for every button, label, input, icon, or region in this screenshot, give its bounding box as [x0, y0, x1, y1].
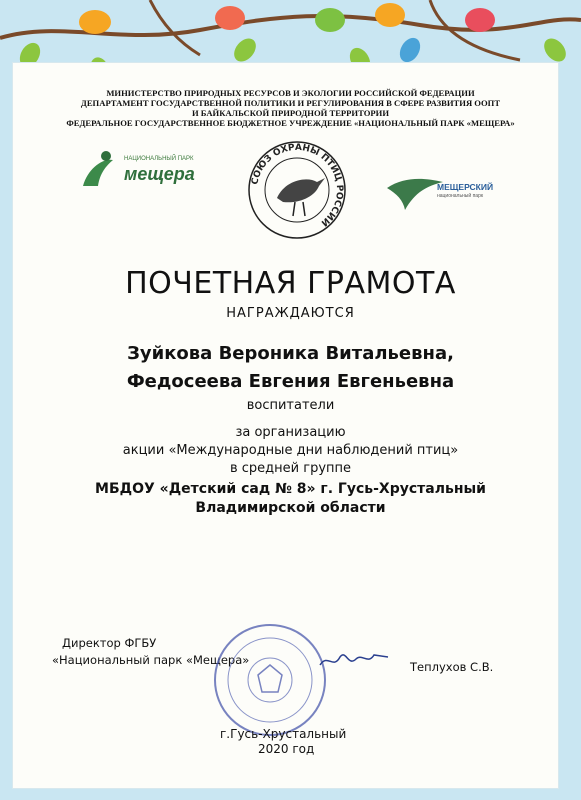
- reason-line: в средней группе: [229, 461, 352, 476]
- header-line: ФЕДЕРАЛЬНОЕ ГОСУДАРСТВЕННОЕ БЮДЖЕТНОЕ УЧРЕЖДЕНИЕ «НАЦИОНАЛЬНЫЙ ПАРК «МЕЩЕРА»: [66, 118, 515, 128]
- ring-text: СОЮЗ ОХРАНЫ ПТИЦ РОССИИ: [250, 142, 345, 228]
- recipient-role: воспитатели: [246, 398, 335, 413]
- meshchera-park-logo: [78, 148, 218, 193]
- logo-small-text: национальный парк: [437, 193, 484, 199]
- certificate-title: ПОЧЕТНАЯ ГРАМОТА: [125, 266, 456, 301]
- recipients: [0, 340, 581, 396]
- reason-line: за организацию: [235, 425, 346, 440]
- signature-mark: [318, 645, 393, 675]
- recipient-name: Федосеева Евгения Евгеньевна: [126, 371, 455, 392]
- signatory-organization: «Национальный парк «Мещера»: [52, 653, 250, 667]
- header-line: ДЕПАРТАМЕНТ ГОСУДАРСТВЕННОЙ ПОЛИТИКИ И РЕГУЛИРОВАНИЯ В СФЕРЕ РАЗВИТИЯ ООПТ: [80, 98, 501, 108]
- crane-icon: [385, 170, 445, 215]
- header-line: МИНИСТЕРСТВО ПРИРОДНЫХ РЕСУРСОВ И ЭКОЛОГИИ РОССИЙСКОЙ ФЕДЕРАЦИИ: [106, 88, 475, 98]
- awarded-label: НАГРАЖДАЮТСЯ: [226, 306, 355, 321]
- logo-big-text: мещера: [124, 164, 195, 184]
- signatory-name: Теплухов С.В.: [410, 660, 494, 674]
- logo-small-text: НАЦИОНАЛЬНЫЙ ПАРК: [124, 156, 194, 162]
- reason-line: МБДОУ «Детский сад № 8» г. Гусь-Хрустальный: [95, 481, 486, 497]
- reason-line: Владимирской области: [195, 500, 386, 516]
- footer-city: г.Гусь-Хрустальный: [220, 727, 347, 741]
- signatory-position: Директор ФГБУ: [62, 636, 157, 650]
- recipient-name: Зуйкова Вероника Витальевна,: [127, 343, 454, 364]
- bird-union-logo: [245, 138, 350, 243]
- issuer-header: [30, 88, 551, 128]
- heron-icon: [78, 148, 118, 190]
- meshchersky-park-logo: [385, 170, 505, 215]
- logo-big-text: МЕЩЕРСКИЙ: [437, 182, 494, 192]
- footer-year: 2020 год: [258, 742, 315, 756]
- reason-line: акции «Международные дни наблюдений птиц»: [122, 443, 459, 458]
- official-stamp: [210, 620, 330, 740]
- header-line: И БАЙКАЛЬСКОЙ ПРИРОДНОЙ ТЕРРИТОРИИ: [191, 108, 390, 118]
